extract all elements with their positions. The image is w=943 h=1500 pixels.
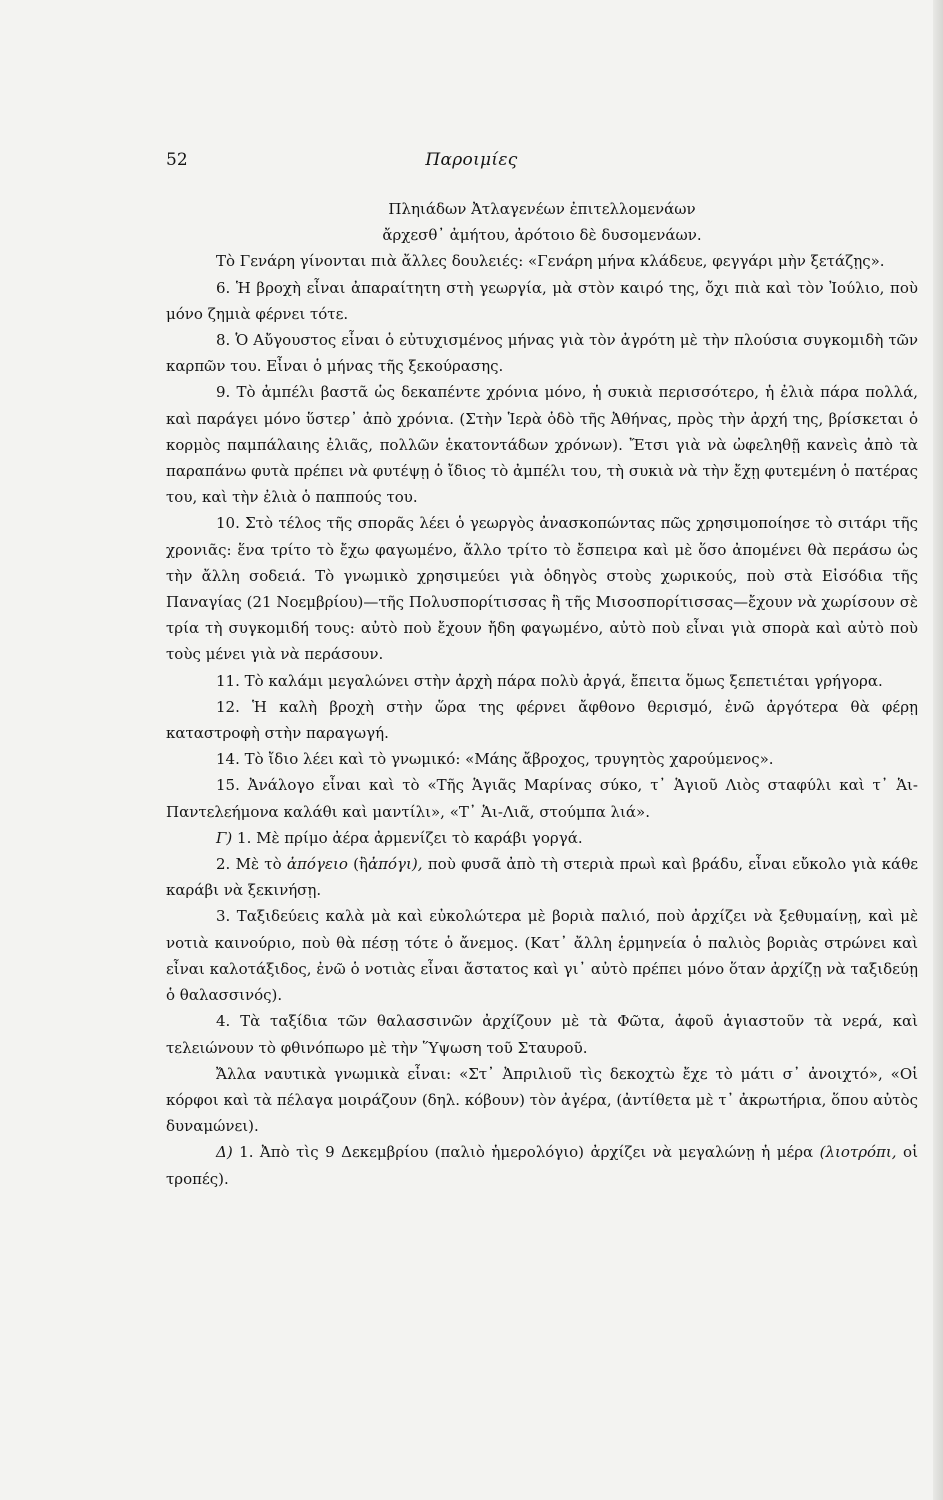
paragraph-g-other: Ἄλλα ναυτικὰ γνωμικὰ εἶναι: «Στ᾽ Ἀπριλιοῦ τὶς δεκοχτὼ ἔχε τὸ μάτι σ᾽ ἀνοιχτό», «Οἱ κόρφοι καὶ τὰ πέλαγα μοιράζουν (δηλ. κόβουν) τὸν ἀγέρα, (ἀντίθετα μὲ τ᾽ ἀκρωτήρια, ὅπου αὐτὸς δυναμώνει).: [166, 1064, 918, 1136]
term-apogi: ἀπόγι),: [368, 855, 423, 874]
verse-line: Πληιάδων Ἀτλαγενέων ἐπιτελλομενάων: [388, 200, 696, 218]
paragraph-g2-start: 2. Μὲ τὸ: [216, 855, 282, 874]
paragraph-8: 8. Ὁ Αὔγουστος εἶναι ὁ εὐτυχισμένος μήνας γιὰ τὸν ἀγρότη μὲ τὴν πλούσια συγκομιδὴ τῶν καρπῶν του. Εἶναι ὁ μήνας τῆς ξεκούρασης.: [166, 331, 918, 376]
verse-line: ἄρχεσθ᾽ ἀμήτου, ἀρότοιο δὲ δυσομενάων.: [382, 226, 702, 245]
paragraph-d1-end: οἱ τροπές).: [166, 1143, 918, 1188]
section-marker-g: Γ): [216, 828, 233, 847]
paragraph-11: 11. Τὸ καλάμι μεγαλώνει στὴν ἀρχὴ πάρα πολὺ ἀργά, ἔπειτα ὅμως ξεπετιέται γρήγορα.: [216, 671, 883, 690]
paragraph-g2-mid: (ἢ: [353, 855, 369, 874]
paragraph-g2-end: ποὺ φυσᾶ ἀπὸ τὴ στεριὰ πρωὶ καὶ βράδυ, εἶναι εὔκολο γιὰ κάθε καράβι νὰ ξεκινήσῃ.: [166, 855, 918, 900]
paragraph-12: 12. Ἡ καλὴ βροχὴ στὴν ὥρα της φέρνει ἄφθονο θερισμό, ἐνῶ ἀργότερα θὰ φέρῃ καταστροφὴ στὴν παραγωγή.: [166, 697, 918, 743]
running-title: Παροιμίες: [425, 150, 518, 170]
paragraph-9: 9. Τὸ ἀμπέλι βαστᾶ ὡς δεκαπέντε χρόνια μόνο, ἡ συκιὰ περισσότερο, ἡ ἐλιὰ πάρα πολλά, καὶ παράγει μόνο ὕστερ᾽ ἀπὸ χρόνια. (Στὴν Ἱερὰ ὁδὸ τῆς Ἀθήνας, πρὸς τὴν ἀρχή της, βρίσκεται ὁ κορμὸς παμπάλαιης ἐλιᾶς, πολλῶν ἑκατοντάδων χρόνων). Ἔτσι γιὰ νὰ ὠφεληθῇ κανεὶς ἀπὸ τὰ παραπάνω φυτὰ πρέπει νὰ φυτέψῃ ὁ ἴδιος τὸ ἀμπέλι του, τὴ συκιὰ νὰ τὴν ἔχῃ φυτεμένη ὁ πατέρας του, καὶ τὴν ἐλιὰ ὁ παππούς του.: [166, 383, 918, 507]
paragraph-g2: [166, 851, 918, 903]
page-number: 52: [166, 150, 188, 170]
paragraph-g4: 4. Τὰ ταξίδια τῶν θαλασσινῶν ἀρχίζουν μὲ τὰ Φῶτα, ἀφοῦ ἁγιαστοῦν τὰ νερά, καὶ τελειώνουν τὸ φθινόπωρο μὲ τὴν Ὕψωση τοῦ Σταυροῦ.: [166, 1012, 918, 1057]
term-liotropi: (λιοτρόπι,: [819, 1143, 897, 1162]
show-through-edge: [933, 0, 943, 1500]
paragraph-g3: 3. Ταξιδεύεις καλὰ μὰ καὶ εὐκολώτερα μὲ βοριὰ παλιό, ποὺ ἀρχίζει νὰ ξεθυμαίνῃ, καὶ μὲ νοτιὰ καινούριο, ποὺ θὰ πέσῃ τότε ὁ ἄνεμος. (Κατ᾽ ἄλλη ἑρμηνεία ὁ παλιὸς βοριὰς στρώνει καὶ εἶναι καλοτάξιδος, ἐνῶ ὁ νοτιὰς εἶναι ἄστατος καὶ γι᾽ αὐτὸ πρέπει μόνο ὅταν ἀρχίζῃ νὰ ταξιδεύῃ ὁ θαλασσινός).: [166, 907, 918, 1005]
paragraph-d1-text: 1. Ἀπὸ τὶς 9 Δεκεμβρίου (παλιὸ ἡμερολόγιο) ἀρχίζει νὰ μεγαλώνῃ ἡ μέρα: [239, 1143, 814, 1162]
paragraph-15: 15. Ἀνάλογο εἶναι καὶ τὸ «Τῆς Ἁγιᾶς Μαρίνας σύκο, τ᾽ Ἁγιοῦ Λιὸς σταφύλι καὶ τ᾽ Ἁι-Παντελεήμονα καλάθι καὶ μαντίλι», «Τ᾽ Ἁι-Λιᾶ, στούμπα λιά».: [166, 776, 918, 821]
body-text: [166, 196, 918, 1192]
paragraph-genari: Τὸ Γενάρη γίνονται πιὰ ἄλλες δουλειές: «Γενάρη μήνα κλάδευε, φεγγάρι μὴν ξετάζῃς».: [216, 252, 885, 271]
paragraph-10: 10. Στὸ τέλος τῆς σπορᾶς λέει ὁ γεωργὸς ἀνασκοπώντας πῶς χρησιμοποίησε τὸ σιτάρι τῆς χρονιᾶς: ἕνα τρίτο τὸ ἔχω φαγωμένο, ἄλλο τρίτο τὸ ἔσπειρα καὶ μὲ ὅσο ἀπομένει θὰ περάσω ὡς τὴν ἄλλη σοδειά. Τὸ γνωμικὸ χρησιμεύει γιὰ ὁδηγὸς στοὺς χωρικούς, ποὺ στὰ Εἰσόδια τῆς Παναγίας (21 Νοεμβρίου)—τῆς Πολυσπορίτισσας ἢ τῆς Μισοσπορίτισσας—ἔχουν νὰ χωρίσουν σὲ τρία τὴ συγκομιδή τους: αὐτὸ ποὺ ἔχουν ἤδη φαγωμένο, αὐτὸ ποὺ εἶναι γιὰ σπορὰ καὶ αὐτὸ ποὺ τοὺς μένει γιὰ νὰ περάσουν.: [166, 514, 918, 664]
paragraph-14: 14. Τὸ ἴδιο λέει καὶ τὸ γνωμικό: «Μάης ἄβροχος, τρυγητὸς χαρούμενος».: [216, 750, 774, 769]
term-apogeio: ἀπόγειο: [286, 855, 348, 874]
paragraph-g1-text: 1. Μὲ πρίμο ἀέρα ἀρμενίζει τὸ καράβι γοργά.: [237, 828, 583, 847]
paragraph-d1: [166, 1139, 918, 1191]
paragraph-6: 6. Ἡ βροχὴ εἶναι ἀπαραίτητη στὴ γεωργία, μὰ στὸν καιρό της, ὄχι πιὰ καὶ τὸν Ἰούλιο, ποὺ μόνο ζημιὰ φέρνει τότε.: [166, 278, 918, 323]
section-marker-d: Δ): [216, 1143, 233, 1162]
paragraph-g1: [166, 825, 918, 851]
